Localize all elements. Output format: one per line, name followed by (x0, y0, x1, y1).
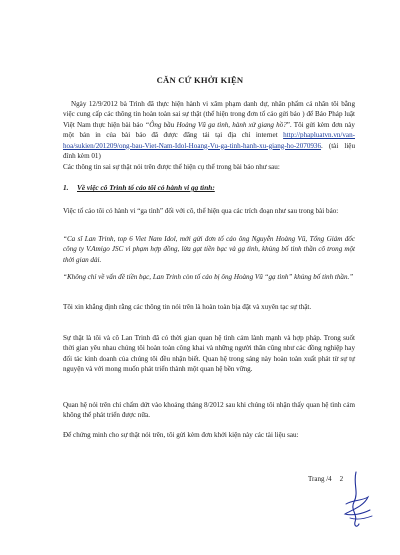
page-number: 2 (339, 475, 344, 483)
paragraph-accusation: Việc tố cáo tôi có hành vi “ga tình” đối với cô, thể hiện qua các trích đoạn như sau trong bài báo: (63, 207, 339, 215)
quote-excerpt-1: “Ca sĩ Lan Trinh, top 6 Viet Nam Idol, mới gửi đơn tố cáo ông Nguyễn Hoàng Vũ, Tổng Giám đốc công ty V.Amigo JSC vì phạm hợp đồng, lừa gạt tiền bạc và gạ tình, khủng bố tinh thần cô trong một thời gian dài. (63, 235, 355, 264)
article-title-quote: “Ông bầu Hoàng Vũ ga tình, hành xử giang hồ? (145, 120, 287, 129)
document-title: CĂN CỨ KHỞI KIỆN (156, 75, 244, 85)
section-heading-text: Về việc cô Trình tố cáo tôi có hành vi gạ tình: (77, 183, 215, 192)
section-number: 1. (63, 183, 69, 192)
article-link[interactable]: http://phapluatvn.vn/van-hoa/sukien/201209/ong-bau-Viet-Nam-Idol-Hoang-Vu-ga-tinh-hanh-xu-giang-ho-2070936 (63, 131, 355, 150)
paragraph-intro (63, 99, 355, 161)
paragraph-evidence: Để chứng minh cho sự thật nói trên, tôi gửi kèm đơn khởi kiện này các tài liệu sau: (63, 431, 299, 439)
intro-text-c: . (tài liệu đính kèm 01) (63, 141, 355, 161)
handwritten-signature (336, 470, 376, 530)
intro-text-b: ”. Tôi gửi kèm đơn này một bản in của bài báo đã được đăng tải tại địa chỉ internet (63, 120, 355, 140)
paragraph-ended: Quan hệ nói trên chỉ chấm dứt vào khoảng tháng 8/2012 sau khi chúng tôi nhận thấy quan hệ tình cảm không thể phát triển được nữa. (63, 401, 355, 420)
paragraph-summary: Các thông tin sai sự thật nói trên được thể hiện cụ thể trong bài báo như sau: (63, 163, 280, 171)
paragraph-denial: Tôi xin khẳng định rằng các thông tin nói trên là hoàn toàn bịa đặt và xuyên tạc sự thật. (63, 303, 312, 311)
intro-text-a: Ngày 12/9/2012 bà Trình đã thực hiện hành vi xâm phạm danh dự, nhân phẩm cá nhân tôi bằng việc cung cấp các thông tin hoàn toàn sai sự thật (thể hiện trong đơn tố cáo gửi báo ) để Báo Pháp luật Việt Nam thực hiện bài báo (63, 100, 355, 129)
paragraph-truth: Sự thật là tôi và cô Lan Trinh đã có thời gian quan hệ tình cảm lành mạnh và hợp pháp. Trong suốt thời gian yêu nhau chúng tôi hoàn toàn công khai và những người thân cũng như các đồng nghiệp hay đối tác kinh doanh của chúng tôi đều nhận biết. Quan hệ trong sáng này hoàn toàn xuất phát từ sự tự nguyện và với mong muốn phát triển thành một quan hệ bền vững. (63, 334, 355, 374)
quote-excerpt-2: “Không chỉ về vấn đề tiền bạc, Lan Trinh còn tố cáo bị ông Hoàng Vũ “gạ tình” khủng bố tinh thần.” (63, 273, 354, 281)
page-label: Trang /4 (308, 475, 332, 483)
section-heading-1 (63, 183, 355, 193)
